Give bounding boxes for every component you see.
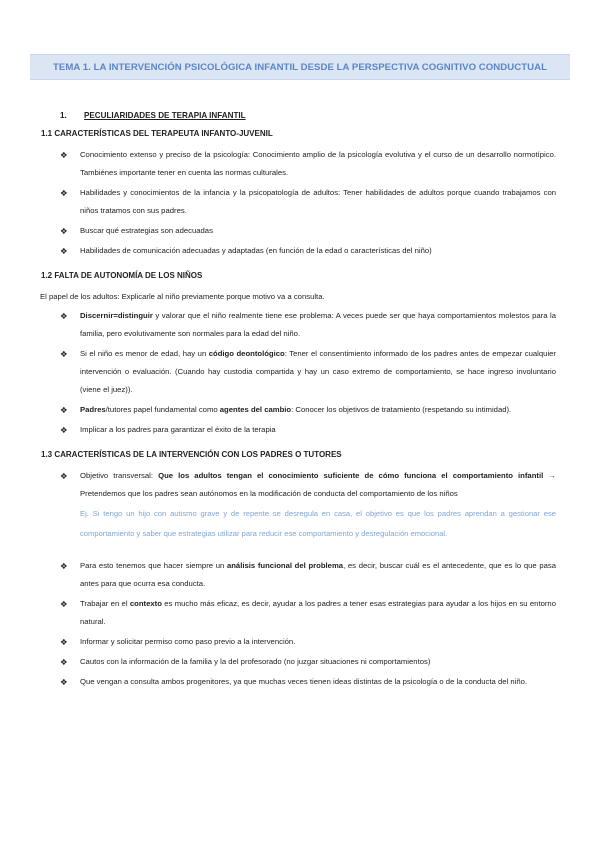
diamond-bullet-icon: ❖ — [60, 657, 68, 667]
list-item: ❖ Trabajar en el contexto es mucho más eficaz, es decir, ayudar a los padres a tener esas estrategias para ayudar a los hijos en su entorno natural. — [40, 595, 556, 631]
subsection-1-3-list — [40, 467, 556, 503]
diamond-bullet-icon: ❖ — [60, 246, 68, 256]
diamond-bullet-icon: ❖ — [60, 599, 68, 609]
diamond-bullet-icon: ❖ — [60, 677, 68, 687]
document-body — [40, 110, 556, 693]
list-item: ❖ Que vengan a consulta ambos progenitores, ya que muchas veces tienen ideas distintas de la psicología o de la conducta del niño. — [40, 673, 556, 691]
subsection-1-3-list-continued — [40, 557, 556, 691]
list-item: ❖ Informar y solicitar permiso como paso previo a la intervención. — [40, 633, 556, 651]
diamond-bullet-icon: ❖ — [60, 349, 68, 359]
subsection-1-2-list — [40, 307, 556, 439]
list-item: ❖ Habilidades de comunicación adecuadas y adaptadas (en función de la edad o características del niño) — [40, 242, 556, 260]
list-item: ❖ Buscar qué estrategias son adecuadas — [40, 222, 556, 240]
list-item: ❖ Padres/tutores papel fundamental como agentes del cambio: Conocer los objetivos de tratamiento (respetando su intimidad). — [40, 401, 556, 419]
example-note: Ej. Si tengo un hijo con autismo grave y de repente se desregula en casa, el objetivo es que los padres aprendan a gestionar ese comportamiento y saber que estrategias utilizar para reducir ese comportamiento y desregulación emocional. — [80, 509, 556, 538]
subsection-1-1-heading: 1.1 CARACTERÍSTICAS DEL TERAPEUTA INFANTO-JUVENIL — [41, 129, 273, 138]
list-item: ❖ Conocimiento extenso y preciso de la psicología: Conocimiento amplio de la psicología evolutiva y el curso de un desarrollo normotípico. Tambiénes importante tener en cuenta las normas culturales. — [40, 146, 556, 182]
subsection-1-2-intro: El papel de los adultos: Explicarle al niño previamente porque motivo va a consulta. — [40, 292, 325, 301]
title-banner — [30, 54, 570, 80]
list-item: ❖ Implicar a los padres para garantizar el éxito de la terapia — [40, 421, 556, 439]
list-item: ❖ Si el niño es menor de edad, hay un código deontológico: Tener el consentimiento informado de los padres antes de empezar cualquier intervención o evaluación. (Cuando hay custodia compartida y hay un caso extremo de comportamiento, se hace ingreso involuntario (viene el juez)). — [40, 345, 556, 399]
diamond-bullet-icon: ❖ — [60, 188, 68, 198]
diamond-bullet-icon: ❖ — [60, 637, 68, 647]
diamond-bullet-icon: ❖ — [60, 425, 68, 435]
diamond-bullet-icon: ❖ — [60, 405, 68, 415]
subsection-1-1-list — [40, 146, 556, 260]
list-item: ❖ Cautos con la información de la familia y la del profesorado (no juzgar situaciones ni comportamientos) — [40, 653, 556, 671]
list-item: ❖ Para esto tenemos que hacer siempre un análisis funcional del problema, es decir, buscar cuál es el antecedente, que es lo que pasa antes para que ocurra esa conducta. — [40, 557, 556, 593]
section-1-number: 1. — [60, 111, 67, 120]
diamond-bullet-icon: ❖ — [60, 150, 68, 160]
section-1-title: PECULIARIDADES DE TERAPIA INFANTIL — [84, 111, 246, 120]
diamond-bullet-icon: ❖ — [60, 311, 68, 321]
subsection-1-3-heading: 1.3 CARACTERÍSTICAS DE LA INTERVENCIÓN CON LOS PADRES O TUTORES — [41, 450, 342, 459]
list-item: ❖ Objetivo transversal: Que los adultos tengan el conocimiento suficiente de cómo funciona el comportamiento infantil → Pretendemos que los padres sean autónomos en la modificación de conducta del comportamiento de los niños — [40, 467, 556, 503]
section-1-heading — [60, 110, 556, 122]
diamond-bullet-icon: ❖ — [60, 226, 68, 236]
list-item: ❖ Habilidades y conocimientos de la infancia y la psicopatología de adultos: Tener habilidades de adultos porque cuando trabajamos con niños tratamos con sus padres. — [40, 184, 556, 220]
diamond-bullet-icon: ❖ — [60, 561, 68, 571]
page-title: TEMA 1. LA INTERVENCIÓN PSICOLÓGICA INFANTIL DESDE LA PERSPECTIVA COGNITIVO CONDUCTUAL — [53, 61, 547, 73]
list-item: ❖ Discernir=distinguir y valorar que el niño realmente tiene ese problema: A veces puede ser que haya comportamientos molestos para la familia, pero evolutivamente son normales para la edad del niño. — [40, 307, 556, 343]
diamond-bullet-icon: ❖ — [60, 471, 68, 481]
subsection-1-2-heading: 1.2 FALTA DE AUTONOMÍA DE LOS NIÑOS — [41, 271, 203, 280]
